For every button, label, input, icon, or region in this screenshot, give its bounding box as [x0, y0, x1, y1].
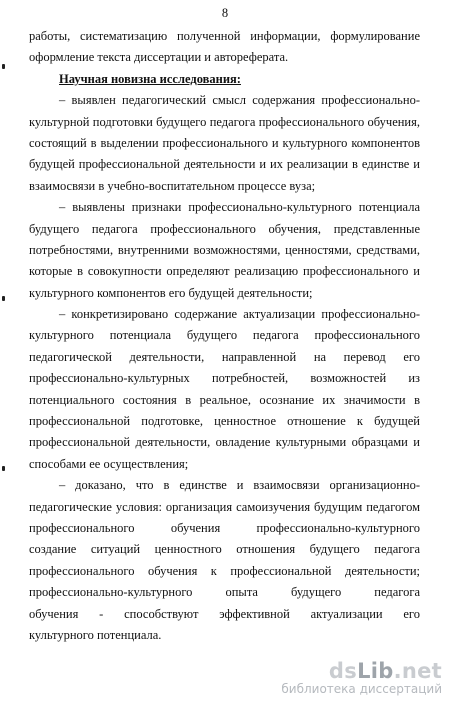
text-line: педагогической деятельности, направленной на перевод его	[29, 349, 420, 364]
text-line: работы, систематизацию полученной информации, формулирование	[29, 29, 420, 43]
margin-mark	[2, 64, 5, 69]
text-line: профессионального обучения профессионально-культурного	[29, 520, 420, 535]
text-line: культурной подготовки будущего педагога профессионального обучения,	[29, 114, 420, 129]
text-line: – выявлен педагогический смысл содержания профессионально-	[59, 93, 420, 108]
text-line: педагогические условия: организация самоизучения будущим педагогом	[29, 499, 420, 514]
text-line: – выявлены признаки профессионально-культурного потенциала	[59, 200, 420, 215]
watermark	[281, 660, 442, 696]
text-line: профессиональной подготовке, ценностное отношение к будущей	[29, 414, 420, 429]
text-line: потребностями, внутренними возможностями, ценностями, средствами,	[29, 242, 420, 257]
text-line: создание ситуаций ценностного отношения будущего педагога	[29, 542, 420, 557]
margin-mark	[2, 296, 5, 301]
text-line: профессиональной деятельности, овладение культурными образцами и	[29, 435, 420, 450]
document-body	[29, 26, 420, 646]
text-line: – конкретизировано содержание актуализации профессионально-	[59, 307, 420, 322]
text-line: профессионального обучения к профессиональной деятельности;	[29, 563, 420, 578]
text-line: будущего педагога профессионального обучения, представленные	[29, 221, 420, 236]
text-line: взаимосвязи в учебно-воспитательном процессе вуза;	[29, 178, 316, 193]
text-line: культурного потенциала.	[29, 627, 162, 642]
section-heading: Научная новизна исследования:	[59, 71, 241, 86]
text-line: способами ее осуществления;	[29, 456, 189, 471]
text-line: культурного потенциала будущего педагога профессионального	[29, 328, 420, 343]
text-line: профессионально-культурного опыта будущего педагога	[29, 585, 420, 600]
text-line: состоящий в выделении профессионального и культурного компонентов	[29, 135, 420, 150]
text-line: потенциального состояния в реальное, осознание их значимости в	[29, 392, 420, 407]
watermark-logo: dsLib.net	[328, 659, 442, 683]
margin-mark	[2, 466, 5, 471]
text-line: которые в совокупности определяют реализацию профессионального и	[29, 264, 420, 279]
page-number: 8	[221, 6, 229, 20]
text-line: будущей профессиональной деятельности и их реализации в единстве и	[29, 157, 420, 172]
text-line: оформление текста диссертации и автореферата.	[29, 50, 289, 65]
text-line: – доказано, что в единстве и взаимосвязи организационно-	[59, 478, 420, 493]
text-line: культурного компонентов его будущей деятельности;	[29, 285, 313, 300]
text-line: обучения - способствуют эффективной актуализации его	[29, 606, 420, 621]
text-line: профессионально-культурных потребностей, возможностей из	[29, 371, 420, 386]
watermark-subtitle: библиотека диссертаций	[281, 682, 442, 696]
